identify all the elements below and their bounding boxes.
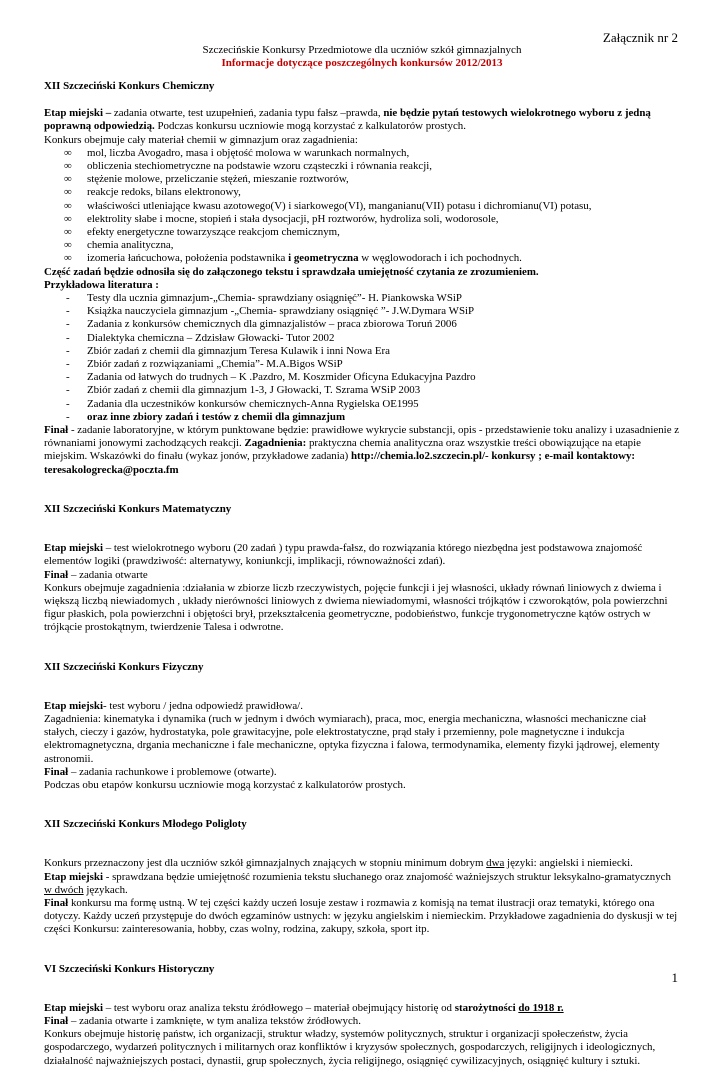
infinity-bullet-icon: ∞	[64, 212, 72, 225]
math-etap-label: Etap miejski	[44, 542, 103, 555]
list-item	[44, 200, 680, 213]
math-final-label: Finał	[44, 568, 69, 581]
math-title: XII Szczeciński Konkurs Matematyczny	[44, 502, 232, 515]
document-header	[44, 44, 680, 70]
list-item	[44, 252, 680, 265]
phys-calc: Podczas obu etapów konkursu uczniowie mogą korzystać z kalkulatorów prostych.	[44, 778, 406, 791]
chem-topic: obliczenia stechiometryczne na podstawie wzoru cząsteczki i równania reakcji,	[87, 160, 433, 173]
poly-intro-underline: dwa	[486, 857, 505, 870]
poly-etap-text-a: - sprawdzana będzie umiejętność rozumienia tekstu słuchanego oraz znajomość ważniejszych struktur leksykalno-gramatycznych	[103, 870, 671, 883]
poly-final-label: Finał	[44, 896, 69, 909]
phys-final	[44, 766, 680, 779]
header-line-2: Informacje dotyczące poszczególnych konkursów 2012/2013	[221, 57, 503, 69]
list-item	[44, 345, 680, 358]
math-scope: Konkurs obejmuje zagadnienia :działania w zbiorze liczb rzeczywistych, pojęcie funkcji i jej własności, układy równań liniowych z dwiema i większą liczbą niewiadomych , układy nierówności liniowych z dwiema niewiadomymi, własności trójkątów i czworokątów, pola powierzchni figur płaskich, pola powierzchni i objętości brył, przekształcenia geometryczne, podobieństwo, funkcje trygonometryczne kątów ostrych w trójkącie prostokątnym, twierdzenie Talesa i odwrotne.	[44, 581, 668, 634]
poly-final	[44, 897, 680, 937]
list-item	[44, 292, 680, 305]
dash-bullet-icon: -	[66, 318, 70, 331]
lit-entry: Zadania dla uczestników konkursów chemicznych-Anna Rygielska OE1995	[87, 397, 419, 410]
infinity-bullet-icon: ∞	[64, 160, 72, 173]
list-item	[44, 226, 680, 239]
dash-bullet-icon: -	[66, 292, 70, 305]
infinity-bullet-icon: ∞	[64, 173, 72, 186]
chem-final-label: Finał	[44, 424, 69, 437]
poly-intro	[44, 857, 680, 870]
chem-reading-note	[44, 266, 680, 279]
chem-topic: właściwości utleniające kwasu azotowego(V) i siarkowego(VI), manganianu(VII) potasu i dichromianu(VI) potasu,	[87, 199, 592, 212]
infinity-bullet-icon: ∞	[64, 226, 72, 239]
chem-topic-last-b: w węglowodorach i ich pochodnych.	[358, 252, 522, 265]
lit-entry: Zadania od łatwych do trudnych – K .Pazdro, M. Koszmider Oficyna Edukacyjna Pazdro	[87, 371, 476, 384]
dash-bullet-icon: -	[66, 371, 70, 384]
dash-bullet-icon: -	[66, 358, 70, 371]
hist-title: VI Szczeciński Konkurs Historyczny	[44, 962, 215, 975]
poly-intro-a: Konkurs przeznaczony jest dla uczniów szkół gimnazjalnych znających w stopniu minimum dobrym	[44, 857, 487, 870]
poly-etap-underline: w dwóch	[44, 883, 84, 896]
lit-entry: Dialektyka chemiczna – Zdzisław Głowacki- Tutor 2002	[87, 331, 335, 344]
infinity-bullet-icon: ∞	[64, 146, 72, 159]
lit-entry: Zadania z konkursów chemicznych dla gimnazjalistów – praca zbiorowa Toruń 2006	[87, 318, 457, 331]
hist-etap-text-a: – test wyboru oraz analiza tekstu źródłowego – materiał obejmujący historię od	[103, 1001, 455, 1014]
chem-topic: reakcje redoks, bilans elektronowy,	[87, 186, 241, 199]
chem-reading-note-text: Część zadań będzie odnosiła się do załączonego tekstu i sprawdzała umiejętność czytania ze zrozumieniem.	[44, 265, 539, 278]
list-item	[44, 411, 680, 424]
hist-etap-label: Etap miejski	[44, 1001, 103, 1014]
chem-final	[44, 424, 680, 477]
poly-etap-text-b: językach.	[83, 883, 128, 896]
list-item	[44, 186, 680, 199]
chem-final-link[interactable]: http://chemia.lo2.szczecin.pl/- konkursy ; e-mail kontaktowy: teresakologrecka@poczta.fm	[44, 450, 636, 476]
hist-scope: Konkurs obejmuje historię państw, ich organizacji, struktur władzy, systemów politycznych, struktur i organizacji społeczeństw, życia gospodarczego, wydarzeń politycznych i militarnych oraz konfliktów i kryzysów społecznych, gospodarczych, religijnych i ideologicznych, działalność najważniejszych postaci, dynastii, grup społecznych, życia religijnego, osiągnięć cywilizacyjnych, osiągnięć kultury i sztuki.	[44, 1028, 656, 1067]
chem-etap-text1: zadania otwarte, test uzupełnień, zadania typu fałsz –prawda,	[111, 107, 384, 120]
chem-final-text2: praktyczna chemia analityczna oraz wszystkie treści obowiązujące na etapie miejskim. Wskazówki do finału (wykaz jonów, przykładowe zadania)	[44, 437, 641, 463]
list-item	[44, 371, 680, 384]
phys-final-text: – zadania rachunkowe i problemowe (otwarte).	[68, 765, 277, 778]
document-page	[44, 0, 680, 1067]
list-item	[44, 332, 680, 345]
phys-final-label: Finał	[44, 765, 69, 778]
chem-etap-label: Etap miejski –	[44, 107, 112, 120]
lit-entry: Książka nauczyciela gimnazjum -„Chemia- sprawdziany osiągnięć ”- J.W.Dymara WSiP	[87, 305, 475, 318]
chem-literature-list	[44, 292, 680, 424]
phys-etap	[44, 700, 680, 713]
lit-entry: Zbiór zadań z rozwiązaniami „Chemia”- M.A.Bigos WSiP	[87, 358, 343, 371]
dash-bullet-icon: -	[66, 331, 70, 344]
math-etap	[44, 542, 680, 568]
chem-topic-last-bold: i geometryczna	[288, 252, 359, 265]
list-item	[44, 213, 680, 226]
hist-final-text: – zadania otwarte i zamknięte, w tym analiza tekstów źródłowych.	[68, 1014, 361, 1027]
chem-topic: efekty energetyczne towarzyszące reakcjom chemicznym,	[87, 226, 340, 239]
document-content	[44, 80, 680, 1068]
chem-lit-title-text: Przykładowa literatura :	[44, 278, 159, 291]
list-item	[44, 398, 680, 411]
chem-final-text1: - zadanie laboratoryjne, w którym punktowane będzie: prawidłowe wykrycie substancji, opis - przedstawienie toku analizy i uzasadnienie z równaniami jonowymi zachodzących reakcji.	[44, 424, 680, 450]
infinity-bullet-icon: ∞	[64, 252, 72, 265]
math-final	[44, 569, 680, 582]
chem-lit-title	[44, 279, 680, 292]
poly-title: XII Szczeciński Konkurs Młodego Poligloty	[44, 818, 247, 831]
math-final-text: – zadania otwarte	[68, 568, 148, 581]
chem-etap	[44, 107, 680, 133]
chem-topic: stężenie molowe, przeliczanie stężeń, mieszanie roztworów,	[87, 173, 349, 186]
chem-topic: chemia analityczna,	[87, 239, 174, 252]
list-item	[44, 160, 680, 173]
dash-bullet-icon: -	[66, 384, 70, 397]
hist-final-label: Finał	[44, 1014, 69, 1027]
phys-scope: Zagadnienia: kinematyka i dynamika (ruch w jednym i dwóch wymiarach), praca, moc, energia mechaniczna, własności mechaniczne ciał stałych, cieczy i gazów, hydrostatyka, pole grawitacyjne, pole elektrostatyczne, prąd stały i przemienny, pole magnetyczne i indukcja elektromagnetyczna, drgania mechaniczne i fale mechaniczne, optyka fizyczna i falowa, termodynamika, elementy fizyki jądrowej, elementy astronomii.	[44, 712, 660, 765]
list-item	[44, 239, 680, 252]
dash-bullet-icon: -	[66, 305, 70, 318]
infinity-bullet-icon: ∞	[64, 239, 72, 252]
list-item	[44, 147, 680, 160]
list-item	[44, 173, 680, 186]
chem-topics-list	[44, 147, 680, 266]
hist-etap-bold: starożytności	[454, 1001, 519, 1014]
poly-final-text: konkursu ma formę ustną. W tej części każdy uczeń losuje zestaw i rozmawia z komisją na temat ilustracji oraz tematyki, którego ona dotyczy. Każdy uczeń przystępuje do dwóch egzaminów ustnych: w języku angielskim i niemieckim. Przykładowe zagadnienia do dyskusji w tej części Konkursu: zainteresowania, hobby, czas wolny, rodzina, zakupy, szkoła, sport itp.	[44, 896, 678, 936]
chem-topic: elektrolity słabe i mocne, stopień i stała dysocjacji, pH roztworów, hydroliza soli, wodorosole,	[87, 212, 499, 225]
hist-etap-bold-underline: do 1918 r.	[518, 1001, 564, 1014]
list-item	[44, 318, 680, 331]
lit-entry: Zbiór zadań z chemii dla gimnazjum Teresa Kulawik i inni Nowa Era	[87, 344, 390, 357]
dash-bullet-icon: -	[66, 397, 70, 410]
header-line-1: Szczecińskie Konkursy Przedmiotowe dla uczniów szkół gimnazjalnych	[202, 44, 522, 56]
lit-entry-bold: oraz inne zbiory zadań i testów z chemii dla gimnazjum	[87, 410, 346, 423]
poly-etap	[44, 871, 680, 897]
phys-title: XII Szczeciński Konkurs Fizyczny	[44, 660, 204, 673]
lit-entry: Testy dla ucznia gimnazjum-„Chemia- sprawdziany osiągnięć”- H. Piankowska WSiP	[87, 292, 462, 305]
math-etap-text: – test wielokrotnego wyboru (20 zadań ) typu prawda-fałsz, do rozwiązania którego niezbędna jest podstawowa znajomość elementów logiki (prawdziwość: alternatywy, koniunkcji, implikacji, równoważności zdań).	[44, 542, 643, 568]
dash-bullet-icon: -	[66, 344, 70, 357]
hist-final	[44, 1015, 680, 1028]
chem-etap-bold: nie będzie pytań testowych wielokrotnego wyboru z jedną poprawną odpowiedzią.	[44, 107, 651, 133]
chem-final-label2: Zagadnienia:	[244, 437, 307, 450]
lit-entry: Zbiór zadań z chemii dla gimnazjum 1-3, J Głowacki, T. Szrama WSiP 2003	[87, 384, 421, 397]
poly-intro-b: języki: angielski i niemiecki.	[504, 857, 633, 870]
infinity-bullet-icon: ∞	[64, 199, 72, 212]
list-item	[44, 305, 680, 318]
chem-etap-text2: Podczas konkursu uczniowie mogą korzystać z kalkulatorów prostych.	[154, 120, 466, 133]
chem-scope: Konkurs obejmuje cały materiał chemii w gimnazjum oraz zagadnienia:	[44, 133, 358, 146]
phys-etap-text: - test wyboru / jedna odpowiedź prawidłowa/.	[103, 699, 303, 712]
hist-etap	[44, 1002, 680, 1015]
list-item	[44, 358, 680, 371]
chem-topic: mol, liczba Avogadro, masa i objętość molowa w warunkach normalnych,	[87, 146, 410, 159]
chem-topic-last-a: izomeria łańcuchowa, położenia podstawnika	[87, 252, 289, 265]
list-item	[44, 384, 680, 397]
infinity-bullet-icon: ∞	[64, 186, 72, 199]
chem-title: XII Szczeciński Konkurs Chemiczny	[44, 80, 215, 92]
attachment-label: Załącznik nr 2	[602, 30, 678, 45]
page-number: 1	[671, 970, 678, 985]
dash-bullet-icon: -	[66, 410, 70, 423]
poly-etap-label: Etap miejski	[44, 870, 103, 883]
phys-etap-label: Etap miejski	[44, 699, 103, 712]
